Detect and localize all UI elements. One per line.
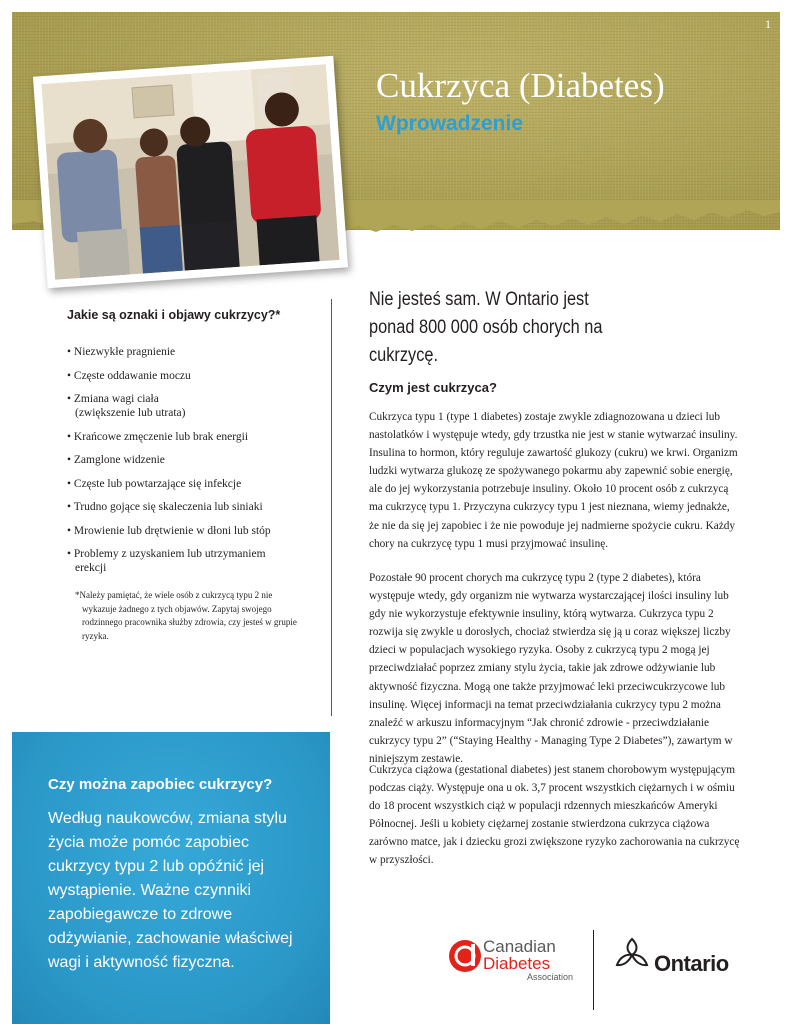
cda-icon bbox=[449, 940, 481, 972]
family-photo bbox=[33, 56, 348, 288]
canadian-diabetes-association-logo bbox=[447, 938, 577, 988]
list-item: • Częste oddawanie moczu bbox=[67, 369, 191, 382]
symptoms-footnote: *Należy pamiętać, że wiele osób z cukrzycą typu 2 nie wykazuje żadnego z tych objawów. Zapytaj swojego rodzinnego pracownika służby zdrowia, czy jesteś w grupie ryzyka. bbox=[75, 590, 297, 641]
intro-statement: Nie jesteś sam. W Ontario jest ponad 800 000 osób chorych na cukrzycę. bbox=[369, 289, 603, 366]
column-divider bbox=[331, 299, 332, 716]
ontario-logo bbox=[612, 935, 742, 985]
list-item: • Zmiana wagi ciała (zwiększenie lub utrata) bbox=[67, 393, 186, 419]
cda-line2: Diabetes bbox=[483, 954, 551, 973]
section-heading: Czym jest cukrzyca? bbox=[369, 380, 497, 395]
prevention-text: Według naukowców, zmiana stylu życia może pomóc zapobiec cukrzycy typu 2 lub opóźnić jej wystąpienie. Ważne czynniki zapobiegawcze to zdrowe odżywianie, zachowanie właściwej wagi i aktywność fizyczna. bbox=[48, 810, 293, 971]
cda-line1: Canadian bbox=[483, 937, 556, 956]
list-item: • Zamglone widzenie bbox=[67, 454, 165, 466]
symptoms-heading: Jakie są oznaki i objawy cukrzycy?* bbox=[67, 308, 281, 322]
list-item: • Trudno gojące się skaleczenia lub siniaki bbox=[67, 501, 263, 513]
ontario-wordmark: Ontario bbox=[654, 951, 729, 976]
paragraph-gestational: Cukrzyca ciążowa (gestational diabetes) jest stanem chorobowym występującym podczas ciąży. Występuje ona u ok. 3,7 procent wszystkich ciężarnych i w ośmiu do 18 procent wszystkich ciąż w populacji rdzennych mieszkańców Ameryki Północnej. Jeśli u kobiety ciężarnej zostanie stwierdzona cukrzyca ciążowa zarówno matce, jak i dziecku grozi zwiększone ryzyko zachorowania na cukrzycę w przyszłości. bbox=[369, 764, 740, 867]
page-number: 1 bbox=[765, 17, 771, 31]
list-item: • Częste lub powtarzające się infekcje bbox=[67, 477, 242, 490]
cda-line3: Association bbox=[527, 972, 574, 982]
trillium-icon bbox=[612, 935, 652, 975]
list-item: • Krańcowe zmęczenie lub brak energii bbox=[67, 430, 249, 443]
list-item: • Problemy z uzyskaniem lub utrzymaniem erekcji bbox=[67, 548, 266, 574]
page-title: Cukrzyca (Diabetes) bbox=[376, 66, 665, 105]
prevention-heading: Czy można zapobiec cukrzycy? bbox=[48, 776, 273, 793]
list-item: • Mrowienie lub drętwienie w dłoni lub stóp bbox=[67, 524, 271, 537]
paragraph-type-2: Pozostałe 90 procent chorych ma cukrzycę typu 2 (type 2 diabetes), która występuje wtedy, gdy organizm nie wytwarza wystarczającej ilości insuliny lub gdy nie wykorzystuje efektywnie insuliny, którą wytwarza. Cukrzyca typu 2 rozwija się zwykle u dorosłych, chociaż stwierdza się ją u coraz większej liczby dzieci w populacjach wysokiego ryzyka. Osoby z cukrzycą typu 2 mogą jej przeciwdziałać poprzez zmiany stylu życia, takie jak zdrowe odżywianie lub aktywność fizyczna. Mogą one także przyjmować leki przeciwcukrzycowe lub insulinę. Więcej informacji na temat przeciwdziałania cukrzycy typu 2 można znaleźć w arkuszu informacyjnym “Jak chronić zdrowie - przeciwdziałanie cukrzycy typu 2” (“Staying Healthy - Managing Type 2 Diabetes”), zawartym w niniejszym zestawie. bbox=[369, 572, 733, 765]
symptoms-list bbox=[67, 345, 307, 585]
page-subtitle: Wprowadzenie bbox=[376, 112, 524, 135]
list-item: • Niezwykłe pragnienie bbox=[67, 346, 176, 358]
paragraph-type-1: Cukrzyca typu 1 (type 1 diabetes) zostaje zwykle zdiagnozowana u dzieci lub nastolatków i występuje wtedy, gdy trzustka nie jest w stanie wytwarzać insuliny. Insulina to hormon, który reguluje zawartość glukozy (cukru) we krwi. Organizm ludzki wytwarza glukozę ze spożywanego pokarmu aby zapewnić sobie energię, ale do jej wykorzystania potrzebuje insuliny. Około 10 procent osób z cukrzycą ma cukrzycę typu 1. Przyczyna cukrzycy typu 1 jest nieznana, wiemy jednakże, że nie da się jej zapobiec i że nie powoduje jej nadmierne spożycie cukru. Każdy chory na cukrzycę typu 1 musi przyjmować insulinę. bbox=[369, 411, 738, 550]
logo-divider bbox=[593, 930, 594, 1010]
